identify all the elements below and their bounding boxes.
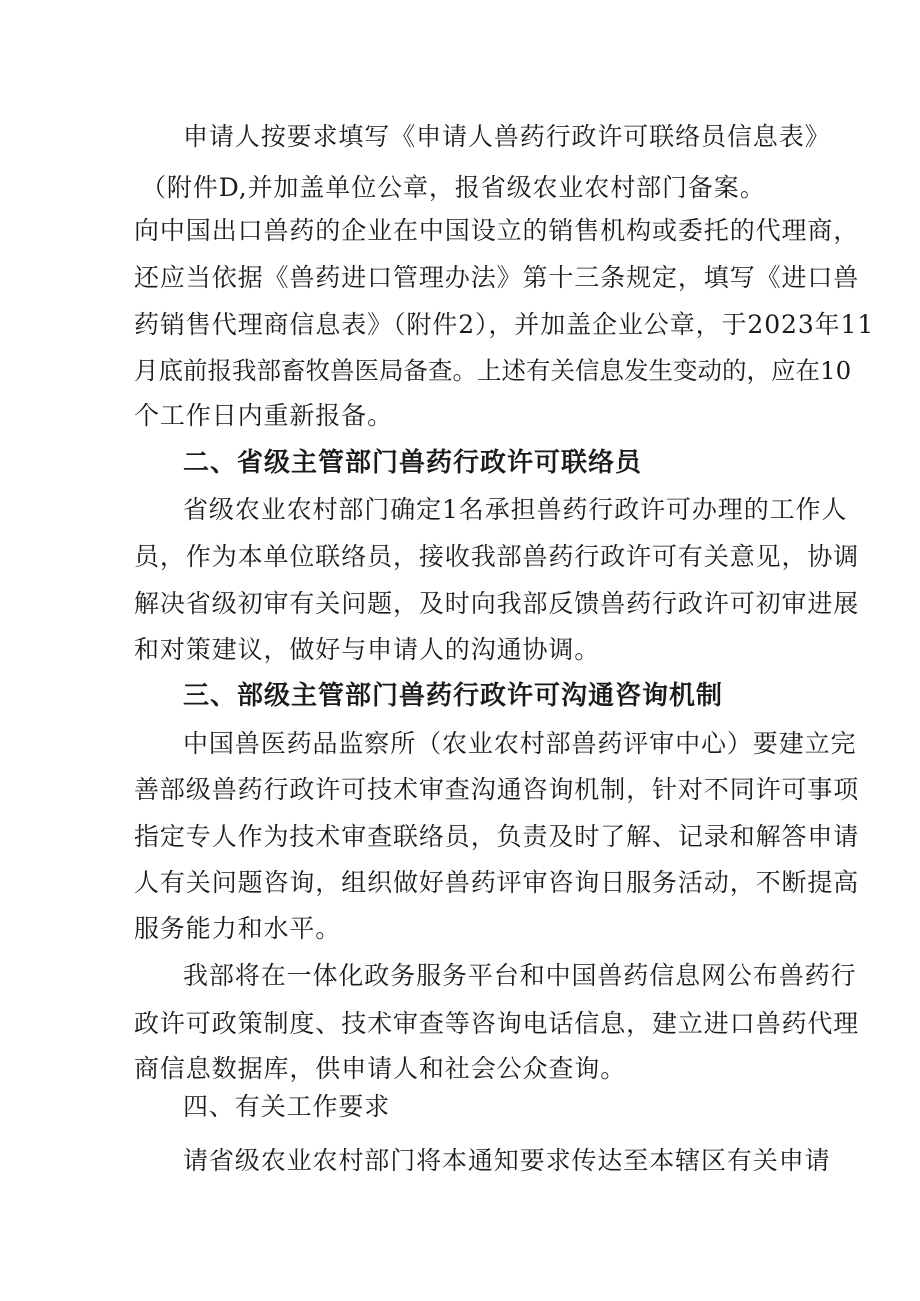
paragraph-line: 向中国出口兽药的企业在中国设立的销售机构或委托的代理商， <box>134 216 860 245</box>
paragraph-line: 员，作为本单位联络员，接收我部兽药行政许可有关意见，协调 <box>134 542 860 571</box>
paragraph-line: 中国兽医药品监察所（农业农村部兽药评审中心）要建立完 <box>183 729 857 758</box>
paragraph-line: （附件D,并加盖单位公章，报省级农业农村部门备案。 <box>141 173 766 202</box>
paragraph-line: 省级农业农村部门确定1名承担兽药行政许可办理的工作人 <box>183 495 848 524</box>
section-heading: 二、省级主管部门兽药行政许可联络员 <box>183 448 643 478</box>
section-heading: 四、有关工作要求 <box>183 1092 391 1121</box>
paragraph-line: 解决省级初审有关问题，及时向我部反馈兽药行政许可初审进展 <box>134 589 860 618</box>
paragraph-line: 和对策建议，做好与申请人的沟通协调。 <box>134 635 601 664</box>
paragraph-line: 服务能力和水平。 <box>134 914 342 943</box>
paragraph-line: 申请人按要求填写《申请人兽药行政许可联络员信息表》 <box>183 122 831 151</box>
paragraph-line: 指定专人作为技术审查联络员，负责及时了解、记录和解答申请 <box>134 822 860 851</box>
paragraph-line: 政许可政策制度、技术审查等咨询电话信息，建立进口兽药代理 <box>134 1009 860 1038</box>
paragraph-line: 药销售代理商信息表》（附件2），并加盖企业公章，于2023年11 <box>134 310 875 339</box>
paragraph-line: 善部级兽药行政许可技术审查沟通咨询机制，针对不同许可事项 <box>134 775 860 804</box>
paragraph-line: 个工作日内重新报备。 <box>134 401 394 430</box>
paragraph-line: 还应当依据《兽药进口管理办法》第十三条规定，填写《进口兽 <box>134 263 860 292</box>
paragraph-line: 商信息数据库，供申请人和社会公众查询。 <box>134 1054 627 1083</box>
paragraph-line: 人有关问题咨询，组织做好兽药评审咨询日服务活动，不断提高 <box>134 868 860 897</box>
paragraph-line: 请省级农业农村部门将本通知要求传达至本辖区有关申请 <box>183 1146 831 1175</box>
paragraph-line: 我部将在一体化政务服务平台和中国兽药信息网公布兽药行 <box>183 961 857 990</box>
paragraph-line: 月底前报我部畜牧兽医局备查。上述有关信息发生变动的，应在10 <box>134 356 852 385</box>
section-heading: 三、部级主管部门兽药行政许可沟通咨询机制 <box>183 681 724 711</box>
